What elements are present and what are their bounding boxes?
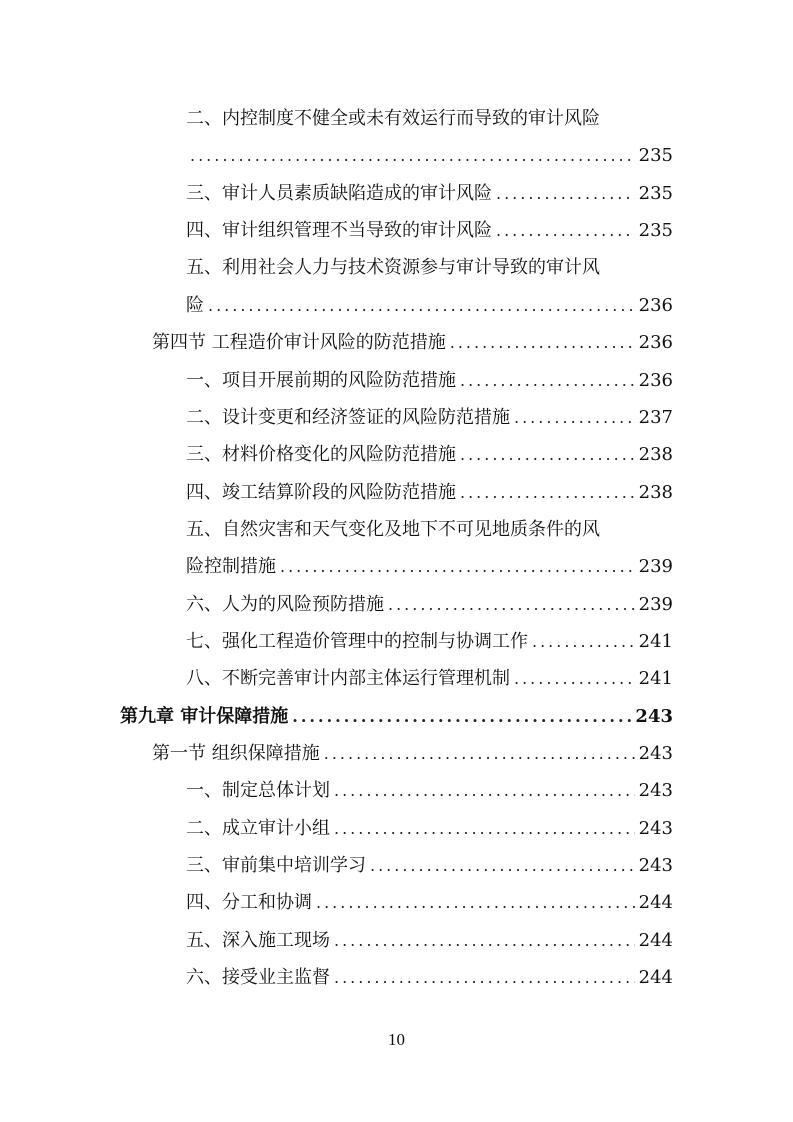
toc-entry-title: 第四节 工程造价审计风险的防范措施: [152, 332, 446, 353]
toc-entry: [186, 474, 673, 511]
toc-entry-page: 239: [638, 594, 673, 615]
toc-entry: [186, 212, 673, 249]
toc-entry: [186, 959, 673, 996]
toc-entry: [186, 362, 673, 399]
toc-entry-page: 236: [638, 332, 673, 353]
toc-entry: [186, 137, 673, 174]
toc-entry-title: 六、人为的风险预防措施: [186, 594, 384, 615]
toc-entry-page: 243: [638, 780, 673, 801]
toc-entry-title: 七、强化工程造价管理中的控制与协调工作: [186, 631, 528, 652]
toc-entry-title: 六、接受业主监督: [186, 967, 330, 988]
toc-entry-page: 241: [638, 668, 673, 689]
toc-leader-dots: [334, 772, 635, 809]
toc-entry-title: 一、制定总体计划: [186, 780, 330, 801]
toc-entry-title: 第一节 组织保障措施: [152, 743, 320, 764]
toc-entry-page: 244: [638, 892, 673, 913]
toc-entry-page: 236: [638, 370, 673, 391]
toc-entry: [186, 884, 673, 921]
toc-entry-page: 235: [638, 145, 673, 166]
toc-entry: [186, 660, 673, 697]
toc-leader-dots: [460, 474, 635, 511]
toc-entry-title: 四、分工和协调: [186, 892, 312, 913]
toc-entry-page: 243: [638, 818, 673, 839]
toc-entry-page: 238: [638, 482, 673, 503]
toc-entry: [186, 175, 673, 212]
toc-chapter-title: 第九章 审计保障措施: [120, 706, 289, 727]
toc-section-entry: [152, 735, 673, 772]
toc-entry-title: 三、审计人员素质缺陷造成的审计风险: [186, 183, 492, 204]
toc-entry-text: 五、利用社会人力与技术资源参与审计导致的审计风: [186, 257, 600, 278]
toc-leader-dots: [460, 436, 635, 473]
toc-leader-dots: [450, 324, 635, 361]
toc-leader-dots: [514, 399, 635, 436]
toc-leader-dots: [532, 623, 635, 660]
toc-entry-title: 险: [186, 295, 204, 316]
toc-entry-page: 241: [638, 631, 673, 652]
toc-entry-title: 四、审计组织管理不当导致的审计风险: [186, 220, 492, 241]
toc-entry-page: 244: [638, 930, 673, 951]
toc-leader-dots: [496, 175, 635, 212]
toc-entry: [186, 847, 673, 884]
toc-entry-page: 236: [638, 295, 673, 316]
toc-leader-dots: [514, 660, 635, 697]
toc-leader-dots: [334, 959, 635, 996]
toc-entry: [186, 922, 673, 959]
toc-leader-dots: [370, 847, 635, 884]
toc-entry-page: 239: [638, 556, 673, 577]
toc-leader-dots: [334, 810, 635, 847]
toc-leader-dots: [208, 287, 635, 324]
toc-entry: [186, 623, 673, 660]
toc-leader-dots: [460, 362, 635, 399]
toc-section-entry: [152, 324, 673, 361]
toc-leader-dots: [388, 586, 635, 623]
toc-entry: [186, 586, 673, 623]
toc-leader-dots: [324, 735, 635, 772]
toc-leader-dots: [292, 698, 631, 735]
toc-entry: [186, 287, 673, 324]
toc-entry-title: 四、竣工结算阶段的风险防范措施: [186, 482, 456, 503]
toc-entry-title: 八、不断完善审计内部主体运行管理机制: [186, 668, 510, 689]
toc-leader-dots: [316, 884, 635, 921]
toc-entry-title: 险控制措施: [186, 556, 276, 577]
toc-entry-page: 235: [638, 183, 673, 204]
toc-entry-page: 235: [638, 220, 673, 241]
toc-entry-page: 237: [638, 407, 673, 428]
toc-entry-page: 243: [635, 706, 673, 727]
toc-leader-dots: [190, 137, 635, 174]
toc-entry-title: 三、审前集中培训学习: [186, 855, 366, 876]
toc-entry-page: 243: [638, 743, 673, 764]
toc-leader-dots: [280, 548, 635, 585]
toc-entry: [186, 399, 673, 436]
toc-entry-page: 243: [638, 855, 673, 876]
toc-entry-title: 三、材料价格变化的风险防范措施: [186, 444, 456, 465]
toc-entry: [186, 436, 673, 473]
toc-entry-text: 二、内控制度不健全或未有效运行而导致的审计风险: [186, 108, 600, 129]
toc-entry: [186, 548, 673, 585]
toc-entry-page: 244: [638, 967, 673, 988]
toc-leader-dots: [496, 212, 635, 249]
toc-leader-dots: [334, 922, 635, 959]
toc-entry-title: 二、设计变更和经济签证的风险防范措施: [186, 407, 510, 428]
toc-entry-title: 五、深入施工现场: [186, 930, 330, 951]
toc-entry: [186, 810, 673, 847]
page-number: 10: [388, 1030, 405, 1049]
toc-entry-title: 二、成立审计小组: [186, 818, 330, 839]
toc-entry-text: 五、自然灾害和天气变化及地下不可见地质条件的风: [186, 519, 600, 540]
toc-entry-page: 238: [638, 444, 673, 465]
toc-chapter-entry: [120, 698, 673, 735]
toc-entry: [186, 772, 673, 809]
toc-entry-title: 一、项目开展前期的风险防范措施: [186, 370, 456, 391]
